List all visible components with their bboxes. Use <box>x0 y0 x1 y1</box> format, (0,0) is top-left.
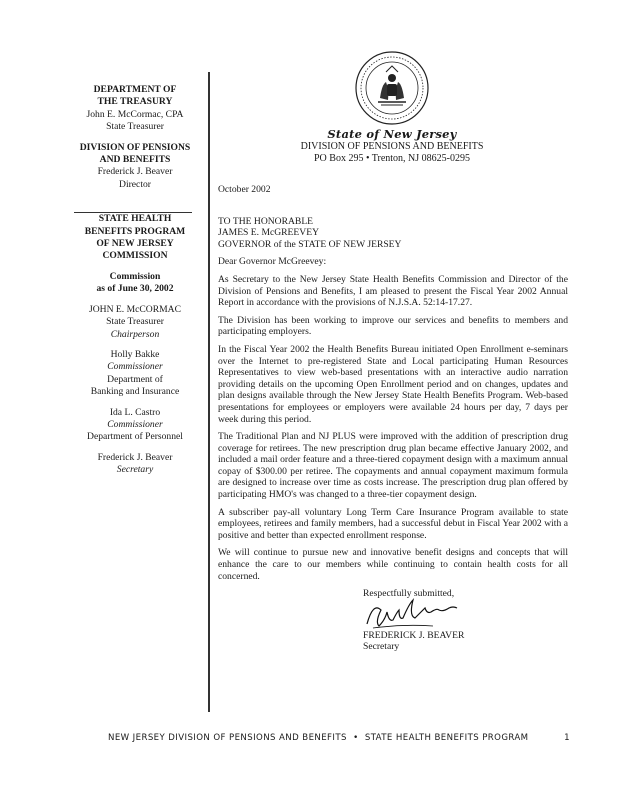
footer-text: NEW JERSEY DIVISION OF PENSIONS AND BENEFITS • STATE HEALTH BENEFITS PROGRAM <box>108 733 529 743</box>
program-line: STATE HEALTH <box>98 213 172 225</box>
division-line: AND BENEFITS <box>99 154 171 166</box>
member-detail: Banking and Insurance <box>90 386 180 398</box>
page-number: 1 <box>564 733 570 743</box>
commission-heading <box>70 271 200 296</box>
member-name: JOHN E. McCORMAC <box>89 303 181 315</box>
member-name: Holly Bakke <box>110 348 160 360</box>
closing-text: Respectfully submitted, <box>363 588 455 600</box>
body-paragraph: A subscriber pay-all voluntary Long Term Care Insurance Program available to state employees, retirees and family members, had a successful debut in Fiscal Year 2002 with a positive and better than expected enrollment response. <box>218 506 568 541</box>
signer-title: Secretary <box>363 641 400 653</box>
treasurer-title: State Treasurer <box>106 121 164 133</box>
page-footer <box>108 733 570 743</box>
member-detail: State Treasurer <box>106 316 164 328</box>
dept-line: THE TREASURY <box>97 96 173 108</box>
letter-body <box>218 184 568 653</box>
body-paragraph: We will continue to pursue new and innovative benefit designs and concepts that will enhance the care to our members while continuing to contain health costs for all concerned. <box>218 547 568 582</box>
program-line: OF NEW JERSEY <box>96 238 174 250</box>
member-role: Commissioner <box>107 418 163 430</box>
member-role: Chairperson <box>110 328 160 340</box>
letterhead <box>282 128 502 166</box>
member-detail: Department of Personnel <box>87 431 183 443</box>
state-title: State of New Jersey <box>327 127 457 141</box>
member-name: Ida L. Castro <box>109 406 161 418</box>
commission-line: as of June 30, 2002 <box>96 283 174 295</box>
director-name: Frederick J. Beaver <box>97 166 173 178</box>
treasurer-name: John E. McCormac, CPA <box>86 108 184 120</box>
member-block <box>70 452 200 477</box>
program-line: COMMISSION <box>102 250 168 262</box>
sidebar-divider <box>74 212 192 213</box>
member-role: Secretary <box>116 464 154 476</box>
state-seal-icon <box>354 50 430 126</box>
closing-block <box>363 588 568 653</box>
letter-date: October 2002 <box>218 184 271 195</box>
vertical-divider <box>208 72 210 712</box>
body-paragraph: The Division has been working to improve our services and benefits to members and participating employers. <box>218 314 568 338</box>
dept-line: DEPARTMENT OF <box>93 84 177 95</box>
member-block <box>70 407 200 444</box>
mailing-address: PO Box 295 • Trenton, NJ 08625-0295 <box>313 153 471 165</box>
member-block <box>70 349 200 399</box>
member-detail: Department of <box>107 373 163 385</box>
addressee-line: GOVERNOR of the STATE OF NEW JERSEY <box>218 238 402 250</box>
body-paragraph: As Secretary to the New Jersey State Health Benefits Commission and Director of the Division of Pensions and Benefits, I am pleased to present the Fiscal Year 2002 Annual Report in accordance with the provisions of N.J.S.A. 52:14-17.27. <box>218 273 568 309</box>
signer-name: FREDERICK J. BEAVER <box>363 629 465 641</box>
director-title: Director <box>119 178 151 190</box>
member-name: Frederick J. Beaver <box>97 451 173 463</box>
addressee-block <box>218 216 568 251</box>
body-paragraph: In the Fiscal Year 2002 the Health Benefits Bureau initiated Open Enrollment e-seminars over the Internet to pre-registered State and Local participating Human Resources Representatives to view web-based presentations with an interactive audio narration providing details on the upcoming Open Enrollment period and on changes, updates and plan designs available through the New Jersey State Health Benefits Program. Web-based presentations for employees or employers were available 24 hours per day, 7 days per week during this period. <box>218 343 568 425</box>
sidebar <box>70 84 200 485</box>
division-name: DIVISION OF PENSIONS AND BENEFITS <box>300 140 484 152</box>
program-line: BENEFITS PROGRAM <box>84 225 186 237</box>
member-role: Commissioner <box>107 361 163 373</box>
addressee-line: JAMES E. McGREEVEY <box>218 227 319 239</box>
treasury-block <box>70 84 200 134</box>
salutation: Dear Governor McGreevey: <box>218 256 327 268</box>
program-block <box>70 213 200 263</box>
member-block <box>70 304 200 341</box>
division-block <box>70 142 200 192</box>
division-line: DIVISION OF PENSIONS <box>79 141 191 153</box>
signature-icon <box>363 598 473 632</box>
body-paragraph: The Traditional Plan and NJ PLUS were improved with the addition of prescription drug coverage for retirees. The new prescription drug plan became effective January 2002, and included a mail order feature and a three-tiered copayment design with a maximum annual copay of $300.00 per retiree. The copayments and annual copayment maximum formula are designed to increase over time as costs increase. The prescription drug plan offered by participating HMO's was changed to a three-tier copayment design. <box>218 431 568 501</box>
commission-line: Commission <box>109 270 161 282</box>
addressee-line: TO THE HONORABLE <box>218 215 314 227</box>
